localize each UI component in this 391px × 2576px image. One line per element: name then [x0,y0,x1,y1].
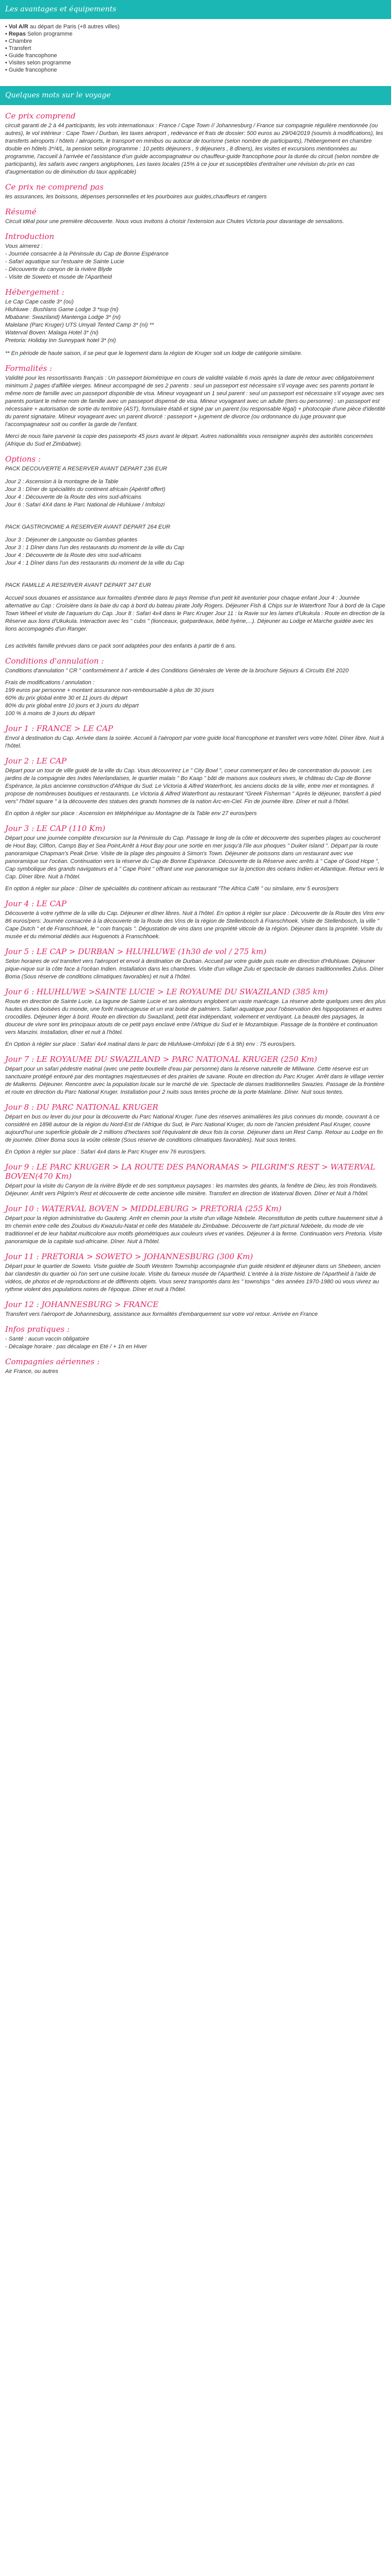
introduction-line: - Visite de Soweto et musée de l'Apartheid [5,274,112,280]
day-text: En option à régler sur place : Dîner de spécialités du continent africain au restaurant "The Africa Café " ou similaire, env 5 euros/pers [5,886,339,892]
day-heading: Jour 7 : LE ROYAUME DU SWAZILAND > PARC NATIONAL KRUGER (250 Km) [5,1055,317,1064]
annulation-heading: Conditions d'annulation : [5,656,104,666]
introduction-line: - Découverte du canyon de la rivière Blyde [5,266,112,273]
resume-heading: Résumé [5,207,37,216]
introduction-line: - Journée consacrée à la Péninsule du Cap de Bonne Espérance [5,251,169,257]
day-text: Départ pour la visite du Canyon de la rivière Blyde et de ses somptueux paysages : les marmites des géants, la fenêtre de Dieu, les trois Rondavels. Déjeuner. Arrêt vers Pilgrim's Rest et découverte de cette ancienne ville minière. Transfert en direction de Waterval Boven. Dîner et Nuit à l'hôtel. [5,1183,378,1197]
hebergement-line: ** En période de haute saison, il se peut que le logement dans la région de Kruger soit un lodge de catégorie similaire. [5,350,303,357]
annulation-line: 199 euros par personne + montant assurance non-remboursable à plus de 30 jours [5,687,215,693]
day-heading: Jour 11 : PRETORIA > SOWETO > JOHANNESBURG (300 Km) [5,1252,253,1261]
options-heading: Options : [5,454,41,464]
annulation-line: 60% du prix global entre 30 et 11 jours du départ [5,695,128,701]
infos-lines [5,1335,386,1351]
hebergement-lines [5,298,386,358]
day-heading: Jour 12 : JOHANNESBURG > FRANCE [5,1300,159,1309]
compagnies-heading: Compagnies aériennes : [5,1357,100,1366]
advantage-item: • Repas Selon programme [5,30,391,38]
advantage-item: • Guide francophone [5,52,391,59]
prix-ne-comprend-heading: Ce prix ne comprend pas [5,182,104,192]
options-line: Jour 4 : Découverte de la Route des vins sud-africains [5,494,142,500]
advantage-item: • Guide francophone [5,66,391,74]
options-block2 [5,523,386,567]
hebergement-line: Malelane (Parc Kruger) UTS Umyali Tented Camp 3* (ni) ** [5,322,154,328]
quelques-title: Quelques mots sur le voyage [0,86,391,105]
formalites-text: Validité pour les ressortissants français : Un passeport biométrique en cours de validité valable 6 mois après la date de retour avec obligatoirement minimum 2 pages d'affilée vierges. Mineur accompagné de ses 2 parents : seul un passeport est nécessaire s'il voyage avec ses parents portant le même nom de famille avec un passeport disponible de visa. Mineur voyageant un 1 seul parent : seul un passeport est nécessaire s'il voyage avec ses parents portant le même nom de famille avec un passeport dispensé de visa. Mineur voyageant avec un adulte (tiers ou personne) : un passeport est nécessaire + autorisation de sortie du territoire (AST), formulaire établi et signé par un parent (ou responsable légal) + photocopie d'une pièce d'identité du parent signataire. Mineur voyageant avec un parent divorcé : passeport + jugement de divorce (ou ordonnance du juge prouvant que l'accompagnateur soit ou confier la garde de l'enfant. [5,375,385,428]
day-text: Transfert vers l'aéroport de Johannesburg, assistance aux formalités d'embarquement sur votre vol retour. Arrivée en France [5,1311,318,1317]
prix-comprend-heading: Ce prix comprend [5,111,76,121]
day-text: Départ en bus ou lever du jour pour la découverte du Parc National Kruger. l'une des réserves animalières les plus connues du monde, couvrant à ce considéré en 1898 autour de la région du Nord-Est de l'Afrique du Sud, le Parc National Kruger, du nom de l'ancien président Paul Kruger, couvre aujourd'hui une superficie globale de 2 millions d'hectares soit l'équivalent de deux fois la corse. Déjeuner dans un Rest Camp. Retour au Lodge en fin de journée. Dîner Boma sous la voûte céleste (Sous réserve de conditions climatiques favorables). Nuit sous tentes. [5,1114,383,1143]
options-line: Jour 3 : 1 Dîner dans l'un des restaurants du moment de la ville du Cap [5,545,184,551]
day-heading: Jour 6 : HLUHLUWE >SAINTE LUCIE > LE ROYAUME DU SWAZILAND (385 km) [5,987,328,996]
day-heading: Jour 1 : FRANCE > LE CAP [5,724,113,733]
annulation-line: Frais de modifications / annulation : [5,680,95,686]
options-block-title: PACK FAMILLE A RESERVER AVANT DEPART 347 EUR [5,582,151,588]
compagnies-line: Air France, ou autres [5,1368,58,1375]
annulation-lines [5,679,386,718]
day-text: Départ pour un tour de ville guidé de la ville du Cap. Vous découvrirez Le " City Bowl ", coeur commerçant et lieu de concentration du pouvoir. Les jardins de la compagnie des Indes Néerlandaises, le quartier malais " Bo Kaap " bâti de maisons aux couleurs vives, le château du Cap de Bonne Espérance, la plus ancienne construction d'Afrique du Sud. Le Victoria & Alfred Waterfront, les anciens docks de la ville, entre mer et montagnes. Il propose de nombreuses boutiques et restaurants. Le Victoria & Alfred Waterfront au restaurant "Greek Fisherman " Après le déjeuner, transfert à pied vers" l'hôtel square " à la découverte des statues des grands hommes de la nation Arc-en-Ciel. Fin de journée libre. Dîner et nuit à l'hôtel. [5,768,381,805]
advantage-item: • Visites selon programme [5,59,391,66]
day-heading: Jour 5 : LE CAP > DURBAN > HLUHLUWE (1h30 de vol / 275 km) [5,947,267,956]
annulation-text: Conditions d'annulation " CR " conformément à l' article 4 des Conditions Générales de Vente de la brochure Séjours & Circuits Eté 2020 [5,668,349,674]
advantages-title: Les avantages et équipements [0,0,391,19]
options-line: Jour 2 : Ascension à la montagne de la Table [5,479,119,485]
hebergement-line: Mbabane: Swaziland) Mantenga Lodge 3* (ni) [5,314,121,320]
hebergement-heading: Hébergement : [5,287,64,297]
introduction-line: - Safari aquatique sur l'estuaire de Sainte Lucie [5,259,124,265]
prix-comprend-text: circuit garanti de 2 à 44 participants, les vols internationaux : France / Cape Town // Johannesburg / France sur compagnie régulière mentionnée (ou autres), le vol intérieur : Cape Town / Durban, les taxes aéroport , redevance et frais de dossier: 500 euros au 29/04/2019 (soumis à modifications), les transferts aéroports / hôtels / aéroports, le transport en minibus ou autocar de tourisme (selon nombre de participants), l'hébergement en chambre double en hôtels 3*/4/L, la pension selon programme : 10 petits déjeuners , 9 déjeuners , 8 dîners), les visites et excursions mentionnées au programme, l'accueil à l'arrivée et l'assistance d'un guide accompagnateur ou chauffeur-guide francophone pour la durée du circuit (selon nombre de participants), les safaris avec rangers anglophones, Les taxes locales (15% à ce jour et susceptibles d'entraîner une révision du prix en cas d'augmentation ou de diminution du taux applicable) [5,123,383,175]
day-heading: Jour 4 : LE CAP [5,899,67,908]
formalites-text2: Merci de nous faire parvenir la copie des passeports 45 jours avant le départ. Autres nationalités vous renseigner auprès des autorités concernées (Afrique du Sud et Zimbabwe). [5,433,373,447]
day-heading: Jour 10 : WATERVAL BOVEN > MIDDLEBURG > PRETORIA (255 Km) [5,1204,282,1213]
day-heading: Jour 8 : DU PARC NATIONAL KRUGER [5,1103,158,1112]
advantage-item: • Chambre [5,38,391,45]
day-text: En option à régler sur place : Ascension en téléphérique au Montagne de la Table env 27 euros/pers [5,810,257,817]
infos-line: - Santé : aucun vaccin obligatoire [5,1336,89,1342]
day-text: Départ pour une journée complète d'excursion sur la Péninsule du Cap. Passage le long de la côte et découverte des superbes plages au coucheront de Hout Bay, Clifton, Camps Bay et Sea Point,Arrêt à Hout Bay pour une sortie en mer jusqu'à l'île aux phoques " Duiker Island ". Départ par la route panoramique Chapman's Peak Drive. Visite de la plage des pingouins à Simon's Town. Déjeuner de poissons dans un restaurant avec vue panoramique sur l'océan. Continuation vers la réserve du Cap de Bonne Espérance. Découverte de la Réserve avec arrêts à " Cape of Good Hope ", Cap symbolique des grands navigateurs et à " Cape Point " offrant une vue panoramique sur la jonction des océans Indien et Atlantique. Retour vers le Cap. Dîner libre. Nuit à l'hôtel. [5,835,384,880]
options-block3 [5,582,386,650]
infos-line: - Décalage horaire : pas décalage en Eté / + 1h en Hiver [5,1344,147,1350]
infos-heading: Infos pratiques : [5,1325,70,1334]
day-heading: Jour 9 : LE PARC KRUGER > LA ROUTE DES PANORAMAS > PILGRIM'S REST > WATERVAL BOVEN(470 Km) [5,1162,376,1181]
formalites-heading: Formalités : [5,364,52,373]
day-text: Découverte à votre rythme de la ville du Cap. Déjeuner et dîner libres. Nuit à l'hôtel. En option à régler sur place : Découverte de la Route des Vins env 86 euros/pers: Journée consacrée à la découverte de la Route des Vins de la région de Stellenbosch à Franschhoek. Visite de Stellenbosch, la ville " Cape Dutch " et de Franschhoek, le " coin français ". Dégustation de vins dans une propriété viticole de la région. Déjeuner dans la propriété. Visite du musée et du mémorial dédiés aux Huguenots à Franschhoek. [5,910,385,940]
advantage-item: • Transfert [5,45,391,52]
options-block-title: PACK DECOUVERTE A RESERVER AVANT DEPART 236 EUR [5,466,167,472]
options-line: Jour 4 : Découverte de la Route des vins sud-africains [5,552,142,558]
introduction-heading: Introduction [5,232,54,241]
introduction-lines [5,243,386,281]
options-block3-note: Les activités famille prévues dans ce pack sont adaptées pour des enfants à partir de 6 ans. [5,643,237,649]
compagnies-lines [5,1368,386,1376]
day-text: En Option à régler sur place : Safari 4x4 dans le Parc Kruger env 76 euros/pers. [5,1149,207,1155]
annulation-line: 80% du prix global entre 10 jours et 3 jours du départ [5,703,139,709]
prix-ne-comprend-text: les assurances, les boissons, dépenses personnelles et les pourboires aux guides,chauffeurs et rangers [5,194,267,200]
advantage-item: • Vol A/R au départ de Paris (+8 autres villes) [5,23,391,30]
options-line: Jour 3 : Dîner de spécialités du continent africain (Apéritif offert) [5,486,166,493]
day-text: Départ pour la région administrative du Gauteng. Arrêt en chemin pour la visite d'un village Ndebele. Reconstitution de petits culture hautement situé à tm chemin entre celle des Zoulous du Kwazulu-Natal et celle des Matabele du Zimbabwe. Découverte de l'art pictural Ndebele, du mode de vie traditionnel et de leur habitat multicolore aux motifs géométriques aux couleurs vives et variées. Déjeuner à la ferme. Continuation vers Pretoria. Visite panoramique de la capitale sud-africaine. Dîner. Nuit à l'hôtel. [5,1215,383,1245]
day-heading: Jour 2 : LE CAP [5,756,67,766]
options-block-title: PACK GASTRONOMIE A RESERVER AVANT DEPART 264 EUR [5,524,171,530]
day-text: Départ pour un safari pédestre matinal (avec une petite boutielle d'eau par personne) dans la réserve naturelle de Mlilwane. Cette réserve est un sanctuaire protégé entouré par des montagnes majestueuses et des prairies de savane. Route en direction du Parc Kruger. Arrêt dans le village verrier de Malkerns. Déjeuner. Rencontre avec la population locale sur le marché de vie. Spectacle de danses traditionnelles Swazies. Passage de la frontière et route en direction du Parc National Kruger. Installation pour 2 nuits sous tentes proche de la porte Malelane. Dîner. Nuit sous tentes. [5,1066,385,1095]
day-text: Selon horaires de vol transfert vers l'aéroport et envol à destination de Durban. Accueil par votre guide puis route en direction d'Hluhluwe. Déjeuner pique-nique sur la côte face à l'océan Indien. Installation dans les chambres. Visite d'un village Zulu et spectacle de danses traditionnelles Zulus. Dîner Boma (Sous réserve de conditions climatiques favorables) et nuit à l'hôtel. [5,958,384,980]
advantages-section [0,0,391,74]
hebergement-line: Hluhluwe : Bushlans Game Lodge 3 *sup (ni) [5,307,119,313]
options-line: Jour 4 : 1 Dîner dans l'un des restaurants du moment de la ville du Cap [5,560,184,566]
annulation-line: 100 % à moins de 3 jours du départ [5,710,95,717]
day-text: Route en direction de Sainte Lucie. La lagune de Sainte Lucie et ses alentours englobent un vaste marécage. La réserve abrite quelques unes des plus hautes dunes boisées du monde, une forêt marécageuse et un vrai boisé de palmiers. Safari aquatique pour l'observation des hippopotames et autres crocodiles. Déjeuner léger à bord. Route en direction du Swaziland, petit état indépendant, voilement et verdoyant. La beauté des paysages, la douceur de vivre sont les principaux atouts de ce petit pays enclavé entre l'Afrique du Sud et le Mozambique. Passage de la frontière et continuation vers Manzini. Installation, dîner et nuit à l'hôtel. [5,998,386,1036]
introduction-line: Vous aimerez : [5,243,43,249]
options-line: Jour 3 : Déjeuner de Langouste ou Gambas géantes [5,537,138,543]
options-line: Jour 6 : Safari 4X4 dans le Parc National de Hluhluwe / Imfolozi [5,502,165,508]
day-text: Départ pour le quartier de Soweto. Visite guidée de South Western Township accompagnée d'un guide résident et déjeuner dans un Shebeen, ancien bar clandestin du quartier où l'on sert une cuisine locale. Visite du fameux musée de l'Apartheid. L'entrée à la triste histoire de l'Apartheid à l'aide de vidéos, de photos et de reproductions et de différents objets. Vous serez transportés dans les " townships " des années 1970-1980 où vous vivrez au rythme violent des populations noires de l'époque. Dîner et nuit à l'hôtel. [5,1263,381,1293]
quelques-section [0,86,391,1376]
advantages-list [5,23,391,74]
options-block1 [5,465,386,509]
resume-text: Circuit idéal pour une première découverte. Nous vous invitons à choisir l'extension aux Chutes Victoria pour davantage de sensations. [5,218,344,225]
day-text: En Option à régler sur place : Safari 4x4 matinal dans le parc de Hluhluwe-Umfolozi (de 6 à 9h) env : 75 euros/pers. [5,1041,296,1047]
day-heading: Jour 3 : LE CAP (110 Km) [5,824,106,833]
options-block3-text: Accueil sous douanes et assistance aux formalités d'entrée dans le pays Remise d'un petit kit aventurier pour chaque enfant Jour 4 : Journée alternative au Cap : Croisière dans la baie du cap à bord du bateau pirate Jolly Rogers. Déjeuner Fish & Chips sur le Waterfront Tour à bord de la Cape Town Wheel et visite de l'aquarium du Cap. Jour 8 : Safari 4x4 dans le Parc Kruger Jour 11 : la Ravie sur les lames d'Ukukula : Route en direction de la Réserve aux lions d'Ukukula. Interaction avec les " cubs " (lionceaux, guépardeaux, bébé hyène,...). Déjeuner au Lodge et Marche guidée avec les lions accompagnés d'un Ranger. [5,595,385,632]
day-text: Envol à destination du Cap. Arrivée dans la soirée. Accueil à l'aéroport par votre guide local francophone et transfert vers votre hôtel. Dîner libre. Nuit à l'hôtel. [5,735,384,749]
hebergement-line: Le Cap Cape castle 3* (ou) [5,299,74,305]
hebergement-line: Waterval Boven: Malaga Hotel 3* (ni) [5,330,99,336]
hebergement-line: Pretoria: Holiday Inn Sunnypark hotel 3* (ni) [5,337,116,344]
